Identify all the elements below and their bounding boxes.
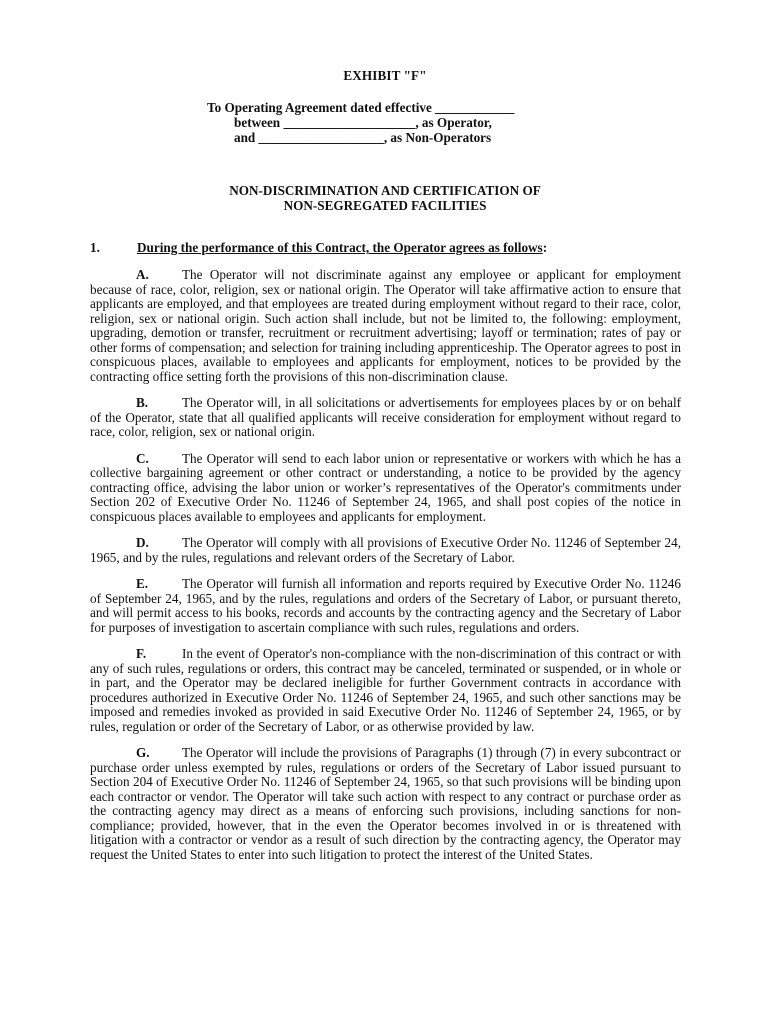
paragraph-d [90,536,681,565]
paragraph-text: The Operator will send to each labor union or representative or workers with which he has a collective bargaining agreement or other contract or understanding, a notice to be provided by the agency contracting office, advising the labor union or worker’s representatives of the Operator's commitments under Section 202 of Executive Order No. 11246 of September 24, 1965, and shall post copies of the notice in conspicuous places available to employees and applicants for employment. [90,450,681,524]
section-title [0,183,770,213]
section-heading-colon: : [542,240,548,255]
section-title-line-1: NON-DISCRIMINATION AND CERTIFICATION OF [229,183,541,198]
agreement-block [207,100,627,145]
paragraph-letter: F. [136,646,147,661]
exhibit-title: EXHIBIT "F" [343,68,427,83]
agreement-line-non-operators: and ___________________, as Non-Operators [234,130,492,145]
section-title-line-2: NON-SEGREGATED FACILITIES [283,198,487,213]
paragraph-text: The Operator will, in all solicitations or advertisements for employees places by or on behalf of the Operator, state that all qualified applicants will receive consideration for employment without regard to race, color, religion, sex or national origin. [90,395,681,439]
paragraph-b [90,396,681,440]
agreement-line-operator: between ____________________, as Operator, [234,115,492,130]
paragraph-list [90,268,681,874]
paragraph-letter: E. [136,576,149,591]
paragraph-text: The Operator will include the provisions of Paragraphs (1) through (7) in every subcontract or purchase order unless exempted by rules, regulations or orders of the Secretary of Labor issued pursuant to Section 204 of Executive Order No. 11246 of September 24, 1965, so that such provisions will be binding upon each contractor or vendor. The Operator will take such action with respect to any contract or purchase order as the contracting agency may direct as a means of enforcing such provisions, including sanctions for non-compliance; provided, however, that in the even the Operator becomes involved in or is threatened with litigation with a contractor or vendor as a result of such direction by the contracting agency, the Operator may request the United States to enter into such litigation to protect the interest of the United States. [90,745,681,862]
paragraph-text: The Operator will furnish all information and reports required by Executive Order No. 11246 of September 24, 1965, and by the rules, regulations and orders of the Secretary of Labor, or pursuant thereto, and will permit access to his books, records and accounts by the contracting agency and the Secretary of Labor for purposes of investigation to ascertain compliance with such rules, regulations and orders. [90,576,681,635]
paragraph-letter: C. [136,450,149,466]
paragraph-letter: B. [136,395,149,410]
paragraph-text: The Operator will comply with all provisions of Executive Order No. 11246 of September 24, 1965, and by the rules, regulations and relevant orders of the Secretary of Labor. [90,535,681,565]
paragraph-letter: G. [136,745,150,760]
section-heading-text: During the performance of this Contract, the Operator agrees as follows [137,240,543,255]
paragraph-e [90,577,681,635]
paragraph-f [90,647,681,734]
paragraph-letter: D. [136,535,149,550]
paragraph-text: The Operator will not discriminate against any employee or applicant for employment because of race, color, religion, sex or national origin. The Operator will take affirmative action to ensure that applicants are employed, and that employees are treated during employment without regard to their race, color, religion, sex or national origin. Such action shall include, but not be limited to, the following: employment, upgrading, demotion or transfer, recruitment or recruitment advertising; layoff or termination; rates of pay or other forms of compensation; and selection for training including apprenticeship. The Operator agrees to post in conspicuous places, available to employees and applicants for employment, notices to be provided by the contracting office setting forth the provisions of this non-discrimination clause. [90,267,681,384]
paragraph-text: In the event of Operator's non-compliance with the non-discrimination of this contract or with any of such rules, regulations or orders, this contract may be canceled, terminated or suspended, or in whole or in part, and the Operator may be declared ineligible for further Government contracts in accordance with procedures authorized in Executive Order No. 11246 of September 24, 1965, and such other sanctions may be imposed and remedies invoked as provided in said Executive Order No. 11246 of September 24, 1965, or by rules, regulation or order of the Secretary of Labor, or as otherwise provided by law. [90,646,681,734]
section-number: 1. [90,240,100,255]
paragraph-g [90,746,681,862]
section-1-heading [90,240,547,256]
paragraph-letter: A. [136,267,149,282]
paragraph-c [90,452,681,525]
paragraph-a [90,268,681,384]
agreement-line-dated: To Operating Agreement dated effective ____________ [207,100,515,115]
